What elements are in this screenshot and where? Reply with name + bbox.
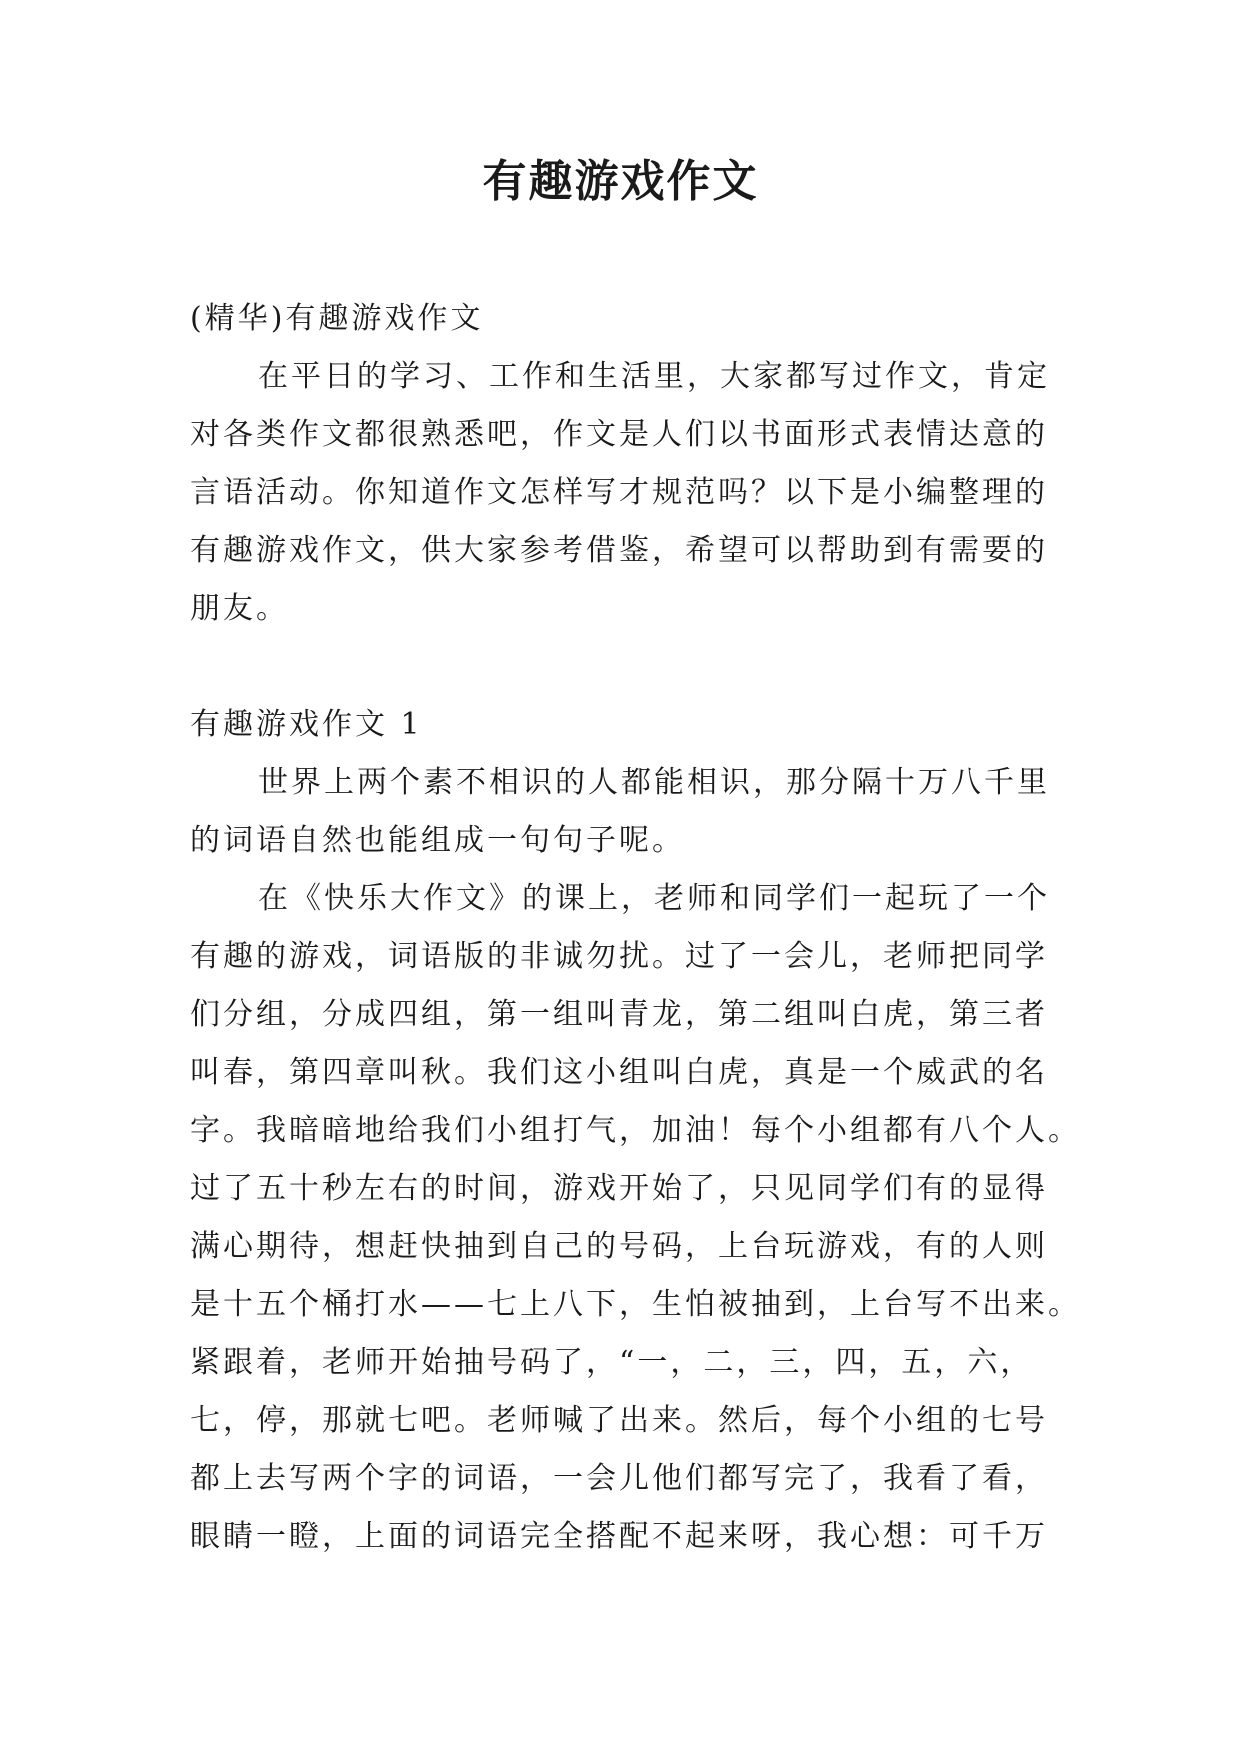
para2-line-9: 紧跟着，老师开始抽号码了，“一，二，三，四，五，六， xyxy=(190,1345,1034,1380)
document-subtitle: (精华)有趣游戏作文 xyxy=(190,301,484,336)
para2-line-4: 叫春，第四章叫秋。我们这小组叫白虎，真是一个威武的名 xyxy=(190,1055,1048,1090)
para2-line-2: 有趣的游戏，词语版的非诚勿扰。过了一会儿，老师把同学 xyxy=(190,939,1048,974)
para2-line-12: 眼睛一瞪，上面的词语完全搭配不起来呀，我心想：可千万 xyxy=(190,1519,1048,1554)
intro-line-3: 言语活动。你知道作文怎样写才规范吗？以下是小编整理的 xyxy=(190,475,1048,510)
para1-line-1: 世界上两个素不相识的人都能相识，那分隔十万八千里 xyxy=(258,765,1050,800)
para2-line-1: 在《快乐大作文》的课上，老师和同学们一起玩了一个 xyxy=(258,881,1050,916)
intro-line-4: 有趣游戏作文，供大家参考借鉴，希望可以帮助到有需要的 xyxy=(190,533,1048,568)
para2-line-3: 们分组，分成四组，第一组叫青龙，第二组叫白虎，第三者 xyxy=(190,997,1048,1032)
para2-line-7: 满心期待，想赶快抽到自己的号码，上台玩游戏，有的人则 xyxy=(190,1229,1048,1264)
section-heading: 有趣游戏作文 1 xyxy=(190,707,423,742)
para2-line-10: 七，停，那就七吧。老师喊了出来。然后，每个小组的七号 xyxy=(190,1403,1048,1438)
para1-line-2: 的词语自然也能组成一句句子呢。 xyxy=(190,823,685,858)
para2-line-6: 过了五十秒左右的时间，游戏开始了，只见同学们有的显得 xyxy=(190,1171,1048,1206)
document-body xyxy=(190,290,1081,1566)
intro-line-2: 对各类作文都很熟悉吧，作文是人们以书面形式表情达意的 xyxy=(190,417,1048,452)
para2-line-11: 都上去写两个字的词语，一会儿他们都写完了，我看了看， xyxy=(190,1461,1048,1496)
intro-line-5: 朋友。 xyxy=(190,591,289,626)
para2-line-5: 字。我暗暗地给我们小组打气，加油！每个小组都有八个人。 xyxy=(190,1113,1081,1148)
intro-line-1: 在平日的学习、工作和生活里，大家都写过作文，肯定 xyxy=(258,359,1050,394)
paragraph-gap xyxy=(190,638,1052,696)
para2-line-8: 是十五个桶打水——七上八下，生怕被抽到，上台写不出来。 xyxy=(190,1287,1081,1322)
document-title: 有趣游戏作文 xyxy=(482,156,759,207)
